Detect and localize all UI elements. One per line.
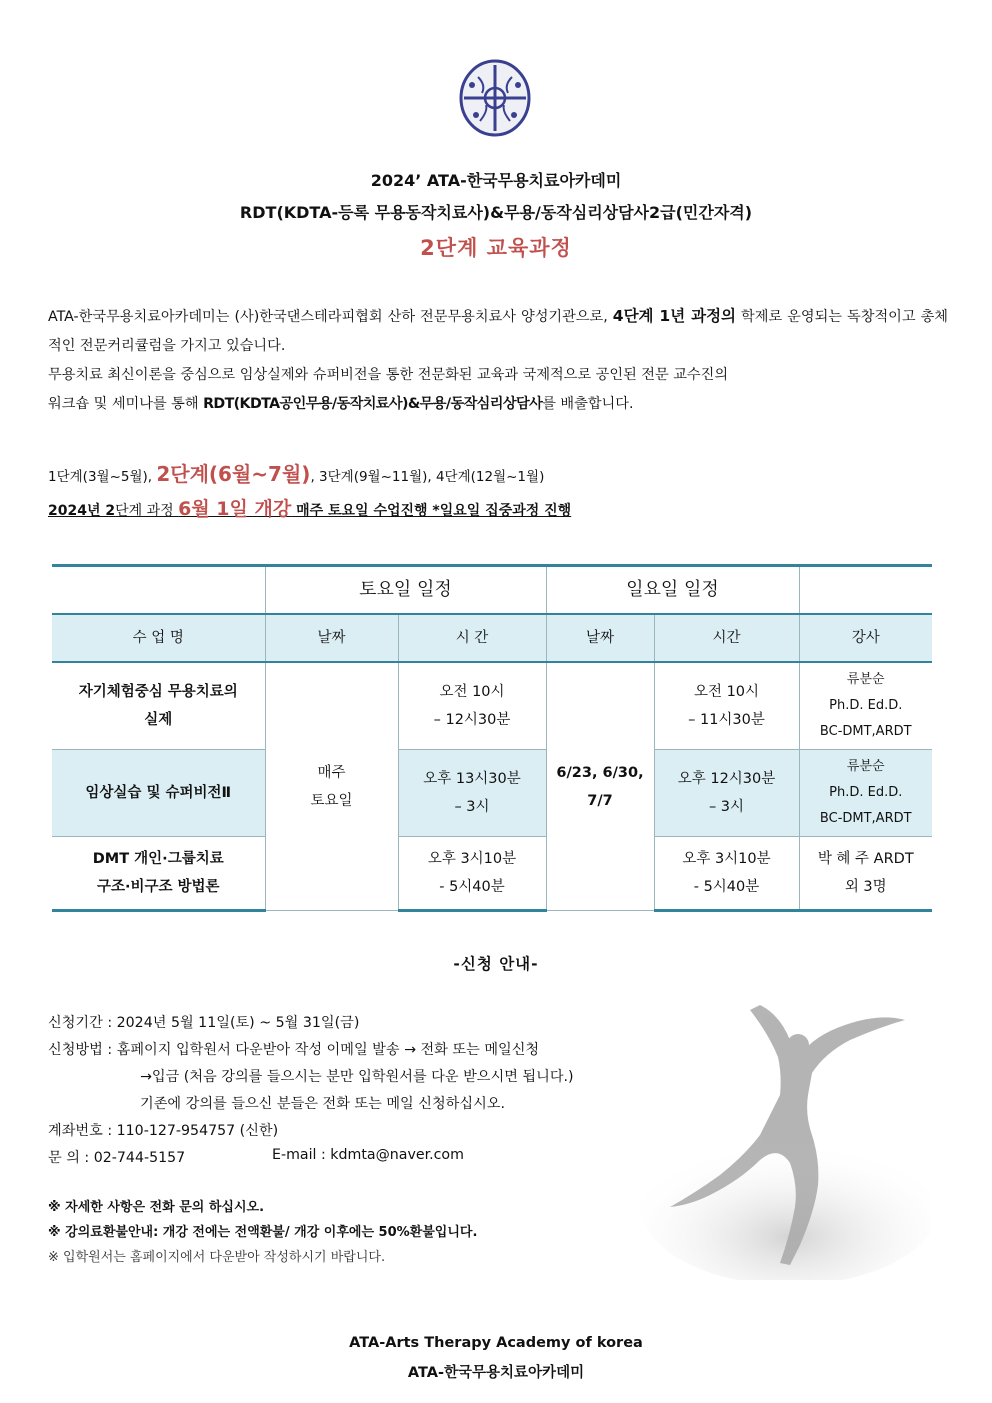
title-line-1: 2024’ ATA-한국무용치료아카데미 xyxy=(370,171,622,190)
apply-period: 신청기간 : 2024년 5월 11일(토) ~ 5월 31일(금) xyxy=(48,1015,360,1031)
saturday-schedule-header: 토요일 일정 xyxy=(265,566,546,615)
col-sun-date: 날짜 xyxy=(546,614,654,662)
contact-phone: 문 의 : 02-744-5157 xyxy=(48,1150,186,1166)
title-line-3: 2단계 교육과정 xyxy=(420,236,572,260)
stage-2-highlight: 2단계(6월~7월) xyxy=(156,462,311,486)
opening-notice: 2024년 2단계 과정 6월 1일 개강 매주 토요일 수업진행 *일요일 집중과정 진행 xyxy=(48,498,572,520)
col-course: 수 업 명 xyxy=(52,614,265,662)
contact-email[interactable]: E-mail : kdmta@naver.com xyxy=(272,1147,464,1163)
sunday-schedule-header: 일요일 일정 xyxy=(546,566,799,615)
col-sun-time: 시간 xyxy=(654,614,799,662)
note-inquiry: ※ 자세한 사항은 전화 문의 하십시오. xyxy=(48,1200,265,1215)
table-row xyxy=(52,662,932,750)
opening-date-highlight: 6월 1일 개강 xyxy=(178,498,292,520)
stage-schedule: 1단계(3월~5월), 2단계(6월~7월), 3단계(9월~11월), 4단계(12월~1월) xyxy=(48,462,545,486)
sun-time: 오후 12시30분 – 3시 xyxy=(654,750,799,837)
sun-time: 오전 10시 – 11시30분 xyxy=(654,662,799,750)
intro-paragraph: ATA-한국무용치료아카데미는 (사)한국댄스테라피협회 산하 전문무용치료사 양성기관으로, 4단계 1년 과정의 학제로 운영되는 독창적이고 총체적인 전문커리큘럼을 가지고 있습니다. 무용치료 최신이론을 중심으로 임상실제와 슈퍼비전을 통한 전문화된 교육과 국제적으로 공인된 전문 교수진의 워크숍 및 세미나를 통해 RDT(KDTA공인무용/동작치료사)&무용/동작심리상담사를 배출합니다. xyxy=(48,307,948,412)
instructor: 박 혜 주 ARDT 외 3명 xyxy=(799,837,932,911)
sat-time: 오후 13시30분 – 3시 xyxy=(398,750,546,837)
course-name: 임상실습 및 슈퍼비전Ⅱ xyxy=(52,750,265,837)
course-name: DMT 개인·그룹치료 구조·비구조 방법론 xyxy=(52,837,265,911)
table-row xyxy=(52,750,932,837)
col-sat-time: 시 간 xyxy=(398,614,546,662)
footer-english: ATA-Arts Therapy Academy of korea xyxy=(349,1335,643,1351)
apply-method: 신청방법 : 홈페이지 입학원서 다운받아 작성 이메일 발송 → 전화 또는 메일신청 xyxy=(48,1042,540,1058)
instructor: 류분순 Ph.D. Ed.D. BC-DMT,ARDT xyxy=(799,662,932,750)
col-sat-date: 날짜 xyxy=(265,614,398,662)
apply-section-title: -신청 안내- xyxy=(453,955,539,973)
dancer-silhouette-icon xyxy=(640,995,930,1280)
note-refund: ※ 강의료환불안내: 개강 전에는 전액환불/ 개강 이후에는 50%환불입니다. xyxy=(48,1225,478,1240)
table-row xyxy=(52,837,932,911)
sat-date: 매주 토요일 xyxy=(265,662,398,911)
sun-date: 6/23, 6/30, 7/7 xyxy=(546,662,654,911)
account-number: 계좌번호 : 110-127-954757 (신한) xyxy=(48,1123,279,1139)
sat-time: 오후 3시10분 - 5시40분 xyxy=(398,837,546,911)
sun-time: 오후 3시10분 - 5시40분 xyxy=(654,837,799,911)
note-application: ※ 입학원서는 홈페이지에서 다운받아 작성하시기 바랍니다. xyxy=(48,1250,386,1265)
course-name: 자기체험중심 무용치료의 실제 xyxy=(52,662,265,750)
schedule-table xyxy=(52,564,932,912)
instructor: 류분순 Ph.D. Ed.D. BC-DMT,ARDT xyxy=(799,750,932,837)
footer-korean: ATA-한국무용치료아카데미 xyxy=(407,1365,585,1381)
col-instructor: 강사 xyxy=(799,614,932,662)
sat-time: 오전 10시 – 12시30분 xyxy=(398,662,546,750)
apply-method-existing: 기존에 강의를 들으신 분들은 전화 또는 메일 신청하십시오. xyxy=(140,1096,506,1112)
apply-method-payment: →입금 (처음 강의를 들으시는 분만 입학원서를 다운 받으시면 됩니다.) xyxy=(140,1069,574,1085)
ata-logo-icon xyxy=(456,55,534,141)
title-line-2: RDT(KDTA-등록 무용동작치료사)&무용/동작심리상담사2급(민간자격) xyxy=(239,203,753,222)
